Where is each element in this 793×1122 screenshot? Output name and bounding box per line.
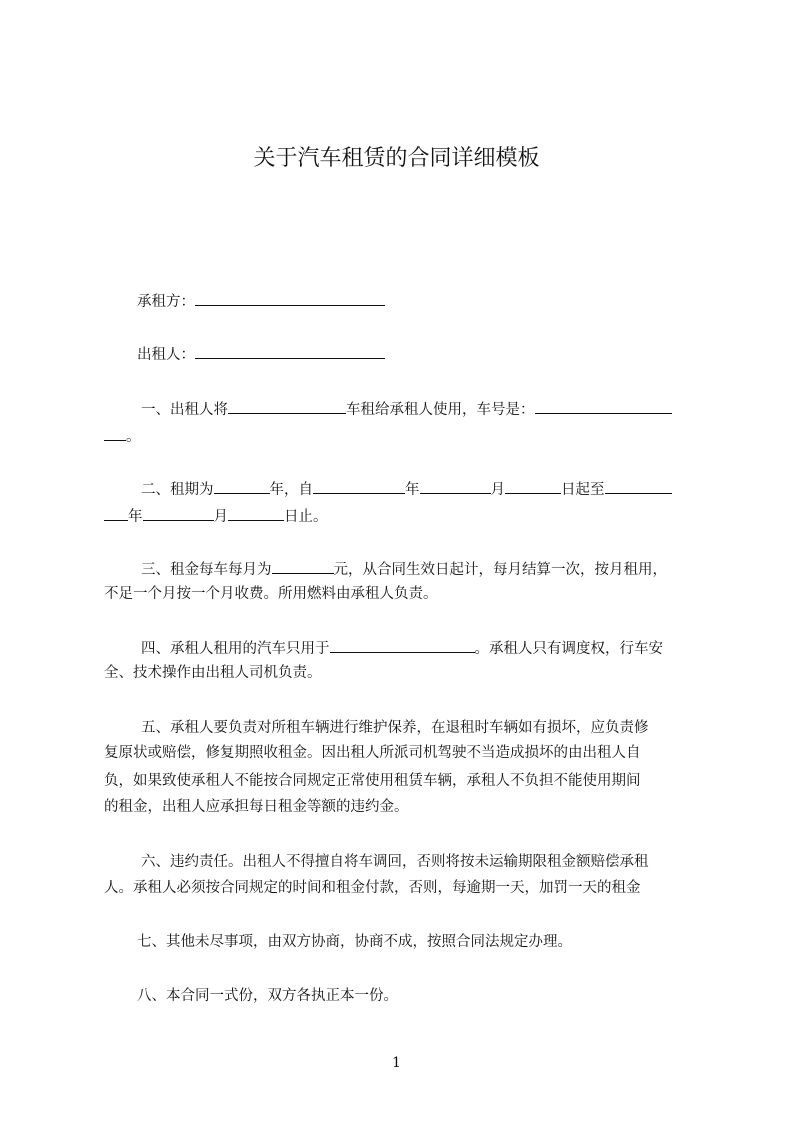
lessor-label: 出租人： — [137, 347, 195, 363]
clause-3-text-a: 三、租金每车每月为 — [141, 562, 272, 578]
clause-8-line-1: 八、本合同一式份，双方各执正本一份。 — [137, 988, 398, 1004]
clause-2-text-c: 年 — [405, 482, 420, 498]
clause-3-line-1 — [141, 559, 667, 580]
clause-3-line-2 — [104, 584, 438, 604]
clause-1-line-1 — [141, 399, 672, 420]
term-years-blank[interactable] — [214, 479, 270, 494]
clause-5-line-1: 五、承租人要负责对所租车辆进行维护保养，在退租时车辆如有损坏，应负责修 — [141, 720, 649, 736]
clause-1-line-2 — [104, 426, 141, 447]
end-year-blank-cont[interactable] — [104, 506, 128, 521]
clause-4-line-2 — [104, 663, 322, 683]
clause-2-text-f: 年 — [128, 509, 143, 525]
clause-3-text-c: 不足一个月按一个月收费。所用燃料由承租人负责。 — [104, 586, 438, 602]
clause-3-text-b: 元，从合同生效日起计，每月结算一次，按月租用， — [333, 562, 667, 578]
document-title: 关于汽车租赁的合同详细模板 — [253, 146, 540, 171]
plate-number-blank-cont[interactable] — [104, 426, 126, 441]
clause-6-line-1: 六、违约责任。出租人不得擅自将车调回，否则将按未运输期限租金额赔偿承租 — [141, 854, 649, 870]
plate-number-blank[interactable] — [535, 399, 672, 414]
clause-1-text-b: 车租给承租人使用，车号是： — [346, 402, 535, 418]
lessor-blank[interactable] — [195, 344, 385, 359]
clause-4-text-b: 。承租人只有调度权，行车安 — [474, 641, 663, 657]
clause-4-text-a: 四、承租人租用的汽车只用于 — [141, 641, 330, 657]
start-month-blank[interactable] — [420, 479, 491, 494]
clause-2-text-g: 月 — [213, 509, 228, 525]
lessor-line — [137, 344, 385, 365]
clause-2-text-e: 日起至 — [561, 482, 605, 498]
page-number: 1 — [392, 1055, 401, 1071]
clause-2-text-b: 年，自 — [269, 482, 313, 498]
clause-2-text-h: 日止。 — [284, 509, 328, 525]
clause-7-line-1: 七、其他未尽事项，由双方协商，协商不成，按照合同法规定办理。 — [137, 934, 572, 950]
clause-5-line-4: 的租金，出租人应承担每日租金等额的违约金。 — [104, 799, 409, 815]
clause-4-line-1 — [141, 638, 663, 659]
clause-4-text-c: 全、技术操作由出租人司机负责。 — [104, 665, 322, 681]
clause-6-line-2: 人。承租人必须按合同规定的时间和租金付款，否则，每逾期一天，加罚一天的租金 — [104, 880, 641, 896]
car-type-blank[interactable] — [228, 399, 346, 414]
lessee-label: 承租方： — [137, 294, 195, 310]
clause-2-line-1 — [141, 479, 672, 500]
start-year-blank[interactable] — [313, 479, 405, 494]
end-month-blank[interactable] — [143, 506, 214, 521]
start-day-blank[interactable] — [505, 479, 561, 494]
end-year-blank[interactable] — [605, 479, 672, 494]
lessee-line — [137, 291, 385, 312]
clause-2-line-2 — [104, 506, 328, 527]
clause-5-line-2: 复原状或赔偿，修复期照收租金。因出租人所派司机驾驶不当造成损坏的由出租人自 — [104, 745, 641, 761]
clause-2-text-d: 月 — [490, 482, 505, 498]
clause-1-text-a: 一、出租人将 — [141, 402, 228, 418]
end-day-blank[interactable] — [228, 506, 284, 521]
lessee-blank[interactable] — [195, 291, 385, 306]
monthly-rent-blank[interactable] — [272, 559, 334, 574]
clause-2-text-a: 二、租期为 — [141, 482, 214, 498]
usage-purpose-blank[interactable] — [330, 638, 475, 653]
clause-1-text-c: 。 — [126, 429, 141, 445]
clause-5-line-3: 负，如果致使承租人不能按合同规定正常使用租赁车辆，承租人不负担不能使用期间 — [104, 773, 641, 789]
